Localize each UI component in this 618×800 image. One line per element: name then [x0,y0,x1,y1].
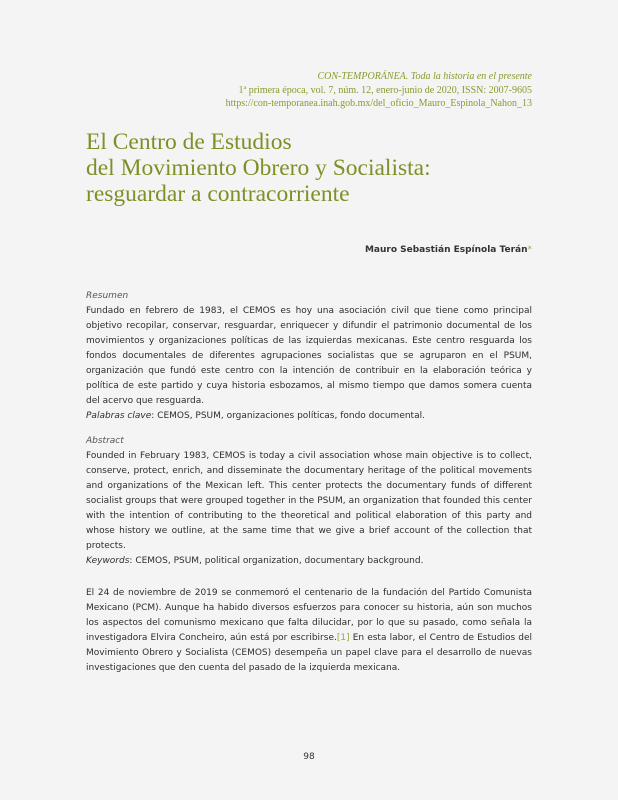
journal-name: CON-TEMPORÁNEA. Toda la historia en el presente [317,71,532,82]
resumen-section [86,289,532,424]
author-text: Mauro Sebastián Espínola Terán [364,245,528,255]
palabras-clave-label: Palabras clave [86,411,152,421]
title-line-3: resguardar a contracorriente [86,181,350,207]
body-text-part-2: En esta labor, el Centro de Estudios del Movimiento Obrero y Socialista (CEMOS) desempeña un papel clave para el desarrollo de nuevas investigaciones que den cuenta del pasado de la izquierda mexicana. [86,633,532,673]
resumen-text: Fundado en febrero de 1983, el CEMOS es hoy una asociación civil que tiene como principal objetivo recopilar, conservar, resguardar, enriquecer y difundir el patrimonio documental de los movimientos y organizaciones políticas de las izquierdas mexicanas. Este centro resguarda los fondos documentales de diferentes agrupaciones socialistas que se agruparon en el PSUM, organización que fundó este centro con la intención de contribuir en la elaboración teórica y política de este partido y cuya historia esbozamos, al mismo tiempo que damos somera cuenta del acervo que resguarda. [86,306,532,406]
keywords [86,554,532,569]
journal-header [226,70,532,111]
title-line-1: El Centro de Estudios [86,129,292,155]
article-url-link[interactable]: https://con-temporanea.inah.gob.mx/del_oficio_Mauro_Espinola_Nahon_13 [225,98,532,109]
keywords-values: : CEMOS, PSUM, political organization, documentary background. [129,556,424,566]
author-name [365,245,532,255]
keywords-label: Keywords [86,556,130,566]
body-text-part-1: El 24 de noviembre de 2019 se conmemoró el centenario de la fundación del Partido Comunista Mexicano (PCM). Aunque ha habido diversos esfuerzos para conocer su historia, aún son muchos los aspectos del comunismo mexicano que falta dilucidar, por lo que su pasado, como señala la investigadora Elvira Concheiro, aún está por escribirse. [86,588,532,643]
abstract-label: Abstract [86,436,124,446]
palabras-clave-values: : CEMOS, PSUM, organizaciones políticas, fondo documental. [151,411,425,421]
author-footnote-mark[interactable]: * [527,245,532,255]
body-paragraph [86,586,532,676]
page-number: 98 [303,752,315,762]
palabras-clave [86,409,532,424]
issue-info: 1ª primera época, vol. 7, núm. 12, enero-junio de 2020, ISSN: 2007-9605 [238,84,532,96]
title-line-2: del Movimiento Obrero y Socialista: [86,155,431,181]
abstract-section [86,434,532,569]
abstract-text: Founded in February 1983, CEMOS is today a civil association whose main objective is to collect, conserve, protect, enrich, and disseminate the documentary heritage of the political movements and organizations of the Mexican left. This center protects the documentary funds of different socialist groups that were grouped together in the PSUM, an organization that founded this center with the intention of contributing to the theoretical and political elaboration of this party and whose history we outline, at the same time that we give a brief account of the collection that protects. [86,451,532,551]
article-title [86,129,546,207]
footnote-ref-link[interactable]: [1] [336,633,350,643]
resumen-label: Resumen [86,291,129,301]
body-paragraph-text [86,586,532,676]
